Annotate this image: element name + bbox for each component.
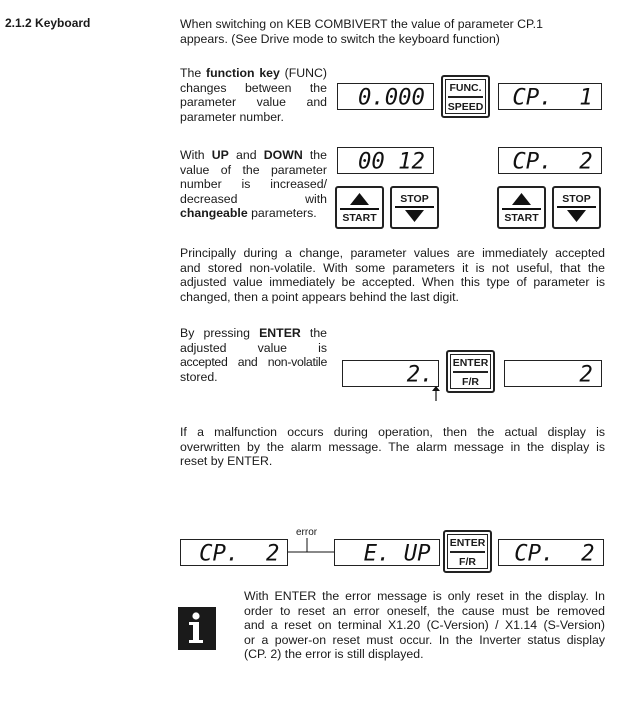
start-key-label: START — [342, 212, 377, 224]
display-enter-result — [504, 360, 602, 387]
error-label: error — [296, 527, 318, 538]
updown-text — [180, 148, 327, 221]
intro-text — [180, 17, 610, 46]
display-error-message — [334, 539, 440, 566]
display-text: 2. — [406, 361, 434, 388]
principle-text — [180, 246, 605, 304]
info-glyph — [178, 607, 216, 650]
display-text: 0.000 — [357, 84, 425, 111]
display-text: E. UP — [363, 540, 431, 567]
section-heading: 2.1.2 Keyboard — [5, 16, 91, 30]
key-divider — [450, 551, 485, 553]
display-text: CP. 1 — [512, 84, 593, 111]
fr-key-label: F/R — [462, 376, 479, 388]
enter-key-label: ENTER — [452, 357, 489, 369]
display-error-to — [498, 539, 604, 566]
display-cp2 — [498, 147, 602, 174]
updown-line-4: decreased with — [180, 191, 327, 206]
malfunction-text — [180, 425, 605, 469]
principle-line: changed, then a point appears behind the last digit. — [180, 289, 459, 304]
key-divider — [453, 371, 488, 373]
display-text: 2 — [579, 361, 593, 388]
note-line: or a power-on reset must occur. In the Inverter status display — [244, 632, 605, 647]
display-text: CP. 2 — [514, 540, 595, 567]
enter-text — [180, 326, 327, 384]
enter-fr-key[interactable] — [443, 530, 492, 573]
func-key-label: FUNC. — [449, 82, 482, 94]
speed-key-label: SPEED — [447, 101, 484, 113]
info-icon — [178, 607, 216, 650]
enter-fr-key[interactable] — [446, 350, 495, 393]
note-line: (CP. 2) the error is still displayed. — [244, 647, 424, 661]
display-cp1 — [498, 83, 602, 110]
key-divider — [448, 96, 483, 98]
func-speed-key[interactable] — [441, 75, 490, 118]
updown-line-2: value of the parameter — [180, 162, 327, 177]
start-key-label: START — [504, 212, 539, 224]
intro-line: appears. (See Drive mode to switch the keyboard function) — [180, 31, 500, 46]
updown-line-5: changeable parameters. — [180, 206, 317, 220]
func-line-4: parameter number. — [180, 109, 284, 124]
decimal-point-pointer-icon — [431, 386, 441, 402]
malfunction-line: If a malfunction occurs during operation, then the actual display is — [180, 425, 605, 439]
down-arrow-icon — [554, 188, 599, 227]
display-error-from — [180, 539, 288, 566]
enter-key-label: ENTER — [449, 537, 486, 549]
stop-key-label: STOP — [562, 193, 591, 205]
note-line: With ENTER the error message is only reset in the display. In — [244, 589, 605, 603]
stop-down-key[interactable] — [552, 186, 601, 229]
func-line-3: parameter value and — [180, 95, 327, 109]
display-text: CP. 2 — [512, 148, 593, 175]
display-text: CP. 2 — [199, 540, 280, 567]
intro-line: When switching on KEB COMBIVERT the value of parameter CP.1 — [180, 17, 543, 31]
note-text — [244, 589, 605, 662]
func-line-2: changes between the — [180, 80, 327, 95]
start-up-key[interactable] — [497, 186, 546, 229]
note-line: and a reset on terminal X1.20 (C-Version) / X1.14 (S-Version) — [244, 618, 605, 632]
enter-line-1: By pressing ENTER the — [180, 326, 328, 340]
display-enter-value — [342, 360, 439, 387]
display-value-0012 — [337, 147, 434, 174]
display-value-0000-digits — [338, 84, 433, 109]
start-up-key[interactable] — [335, 186, 384, 229]
principle-line: and stored non-volatile. With some parameters it is not useful, that the — [180, 260, 605, 275]
note-line: order to reset an error oneself, the cause must be removed — [244, 603, 605, 618]
stop-down-key[interactable] — [390, 186, 439, 229]
enter-line-3: accepted and non-volatile — [180, 355, 327, 369]
down-arrow-icon — [392, 188, 437, 227]
updown-line-1: With UP and DOWN the — [180, 148, 327, 162]
display-text: 00 12 — [357, 148, 425, 175]
display-value-0000 — [337, 83, 434, 110]
malfunction-line: overwritten by the alarm message. The alarm message in the display is — [180, 439, 605, 454]
updown-line-3: number is increased/ — [180, 177, 327, 191]
enter-line-2: adjusted value is — [180, 340, 327, 355]
enter-line-4: stored. — [180, 369, 218, 384]
func-text — [180, 66, 327, 124]
fr-key-label: F/R — [459, 556, 476, 568]
stop-key-label: STOP — [400, 193, 429, 205]
func-line-1: The function key (FUNC) — [180, 66, 327, 80]
principle-line: Principally during a change, parameter values are immediately accepted — [180, 246, 605, 260]
malfunction-line: reset by ENTER. — [180, 454, 273, 468]
principle-line: adjusted value immediately be accepted. When this type of parameter is — [180, 275, 605, 289]
